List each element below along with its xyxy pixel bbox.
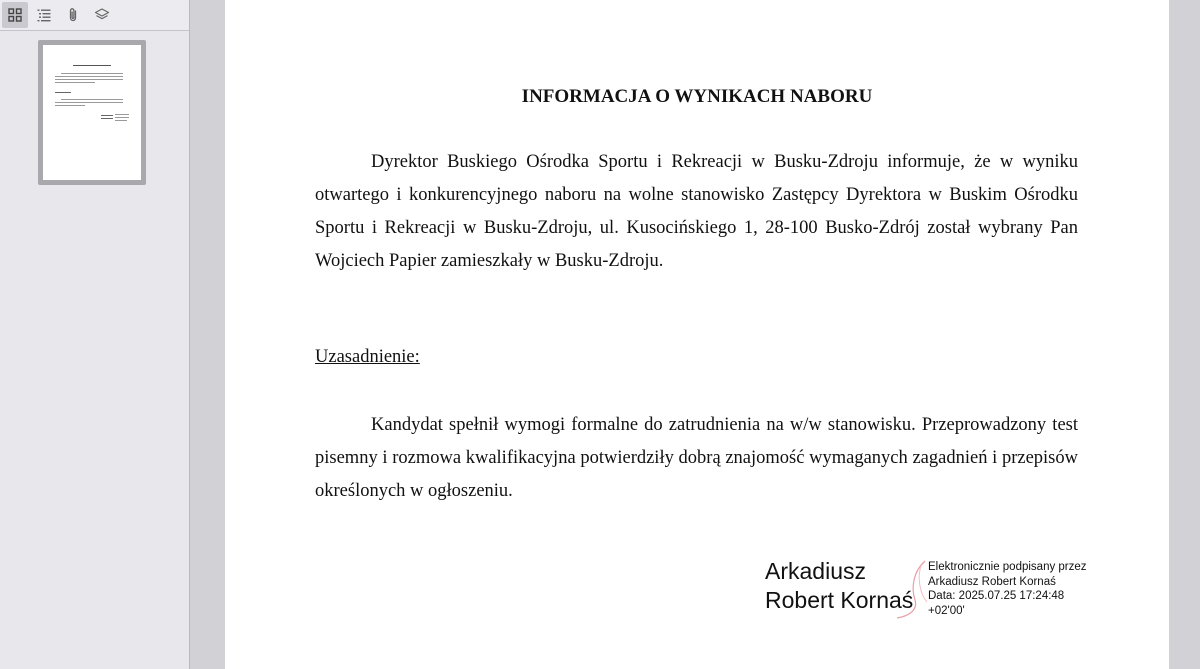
justification-heading: Uzasadnienie:: [315, 347, 420, 367]
sidebar: [0, 0, 190, 669]
signature-name-line2: Robert Kornaś: [765, 587, 914, 613]
justification-paragraph: [315, 409, 1078, 508]
signature-mark-icon: [891, 558, 931, 620]
page-thumbnail-preview: [43, 45, 141, 180]
justification-paragraph-text: Kandydat spełnił wymogi formalne do zatrudnienia na w/w stanowisku. Przeprowadzony test pisemny i rozmowa kwalifikacyjna potwierdziły dobrą znajomość wymaganych zagadnień i przepisów określonych w ogłoszeniu.: [315, 415, 1078, 501]
layers-button[interactable]: [89, 2, 115, 28]
main-paragraph-text: Dyrektor Buskiego Ośrodka Sportu i Rekreacji w Busku-Zdroju informuje, że w wyniku otwartego i konkurencyjnego naboru na wolne stanowisko Zastępcy Dyrektora w Buskim Ośrodku Sportu i Rekreacji w Busku-Zdroju, ul. Kusocińskiego 1, 28-100 Busko-Zdrój został wybrany Pan Wojciech Papier zamieszkały w Busku-Zdroju.: [315, 152, 1078, 271]
page-thumbnail-1[interactable]: [38, 40, 146, 185]
signature-details-line3: Data: 2025.07.25 17:24:48: [928, 590, 1065, 602]
document-viewer[interactable]: [190, 0, 1200, 669]
attachments-button[interactable]: [60, 2, 86, 28]
thumbnails-button[interactable]: [2, 2, 28, 28]
signature-details[interactable]: [928, 560, 1087, 618]
outline-button[interactable]: [31, 2, 57, 28]
signature-details-line4: +02'00': [928, 604, 965, 617]
signature-details-line1: Elektronicznie podpisany przez: [928, 561, 1087, 573]
main-paragraph: [315, 146, 1078, 278]
signature-name-line1: Arkadiusz: [765, 558, 866, 584]
attachment-icon: [65, 7, 81, 23]
document-page: [225, 0, 1169, 669]
signature-details-line2: Arkadiusz Robert Kornaś: [928, 575, 1056, 588]
document-title: INFORMACJA O WYNIKACH NABORU: [521, 86, 873, 107]
outline-icon: [36, 7, 52, 23]
sidebar-toolbar: [0, 0, 189, 31]
thumbnails-icon: [7, 7, 23, 23]
layers-icon: [94, 7, 110, 23]
